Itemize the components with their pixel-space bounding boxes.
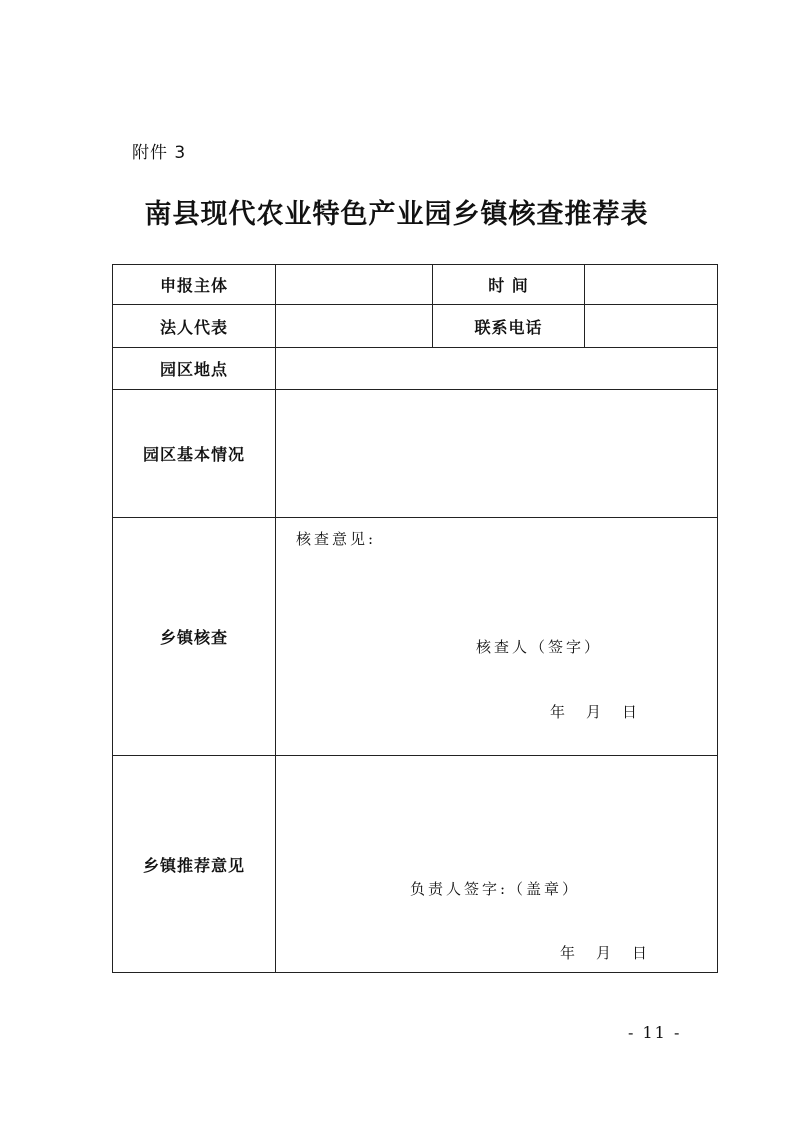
phone-field[interactable] — [585, 305, 718, 348]
time-field[interactable] — [585, 265, 718, 305]
park-basic-field[interactable] — [276, 390, 718, 518]
applicant-label: 申报主体 — [113, 265, 276, 305]
form-row-applicant — [113, 265, 718, 305]
legal-rep-field[interactable] — [276, 305, 433, 348]
park-location-label: 园区地点 — [113, 348, 276, 390]
phone-label: 联系电话 — [433, 305, 585, 348]
page-number: - 11 - — [628, 1023, 682, 1042]
recommend-date-line: 年 月 日 — [560, 944, 651, 962]
inspector-sign-label: 核查人（签字） — [476, 638, 603, 656]
check-date-line: 年 月 日 — [550, 703, 641, 721]
form-row-park-basic — [113, 390, 718, 518]
responsible-sign-label: 负责人签字:（盖章） — [410, 880, 581, 898]
applicant-field[interactable] — [276, 265, 433, 305]
attachment-label: 附件 3 — [132, 143, 187, 163]
town-check-label: 乡镇核查 — [113, 518, 276, 756]
form-row-town-recommend — [113, 756, 718, 973]
town-check-opinion-area[interactable] — [276, 518, 718, 756]
page-title: 南县现代农业特色产业园乡镇核查推荐表 — [144, 199, 649, 230]
legal-rep-label: 法人代表 — [113, 305, 276, 348]
town-recommend-label: 乡镇推荐意见 — [113, 756, 276, 973]
park-location-field[interactable] — [276, 348, 718, 390]
form-row-location — [113, 348, 718, 390]
town-recommend-opinion-area[interactable] — [276, 756, 718, 973]
park-basic-label: 园区基本情况 — [113, 390, 276, 518]
form-row-legal-rep — [113, 305, 718, 348]
check-opinion-label: 核查意见: — [296, 530, 377, 548]
recommendation-form — [112, 264, 718, 973]
form-row-town-check — [113, 518, 718, 756]
time-label: 时 间 — [433, 265, 585, 305]
